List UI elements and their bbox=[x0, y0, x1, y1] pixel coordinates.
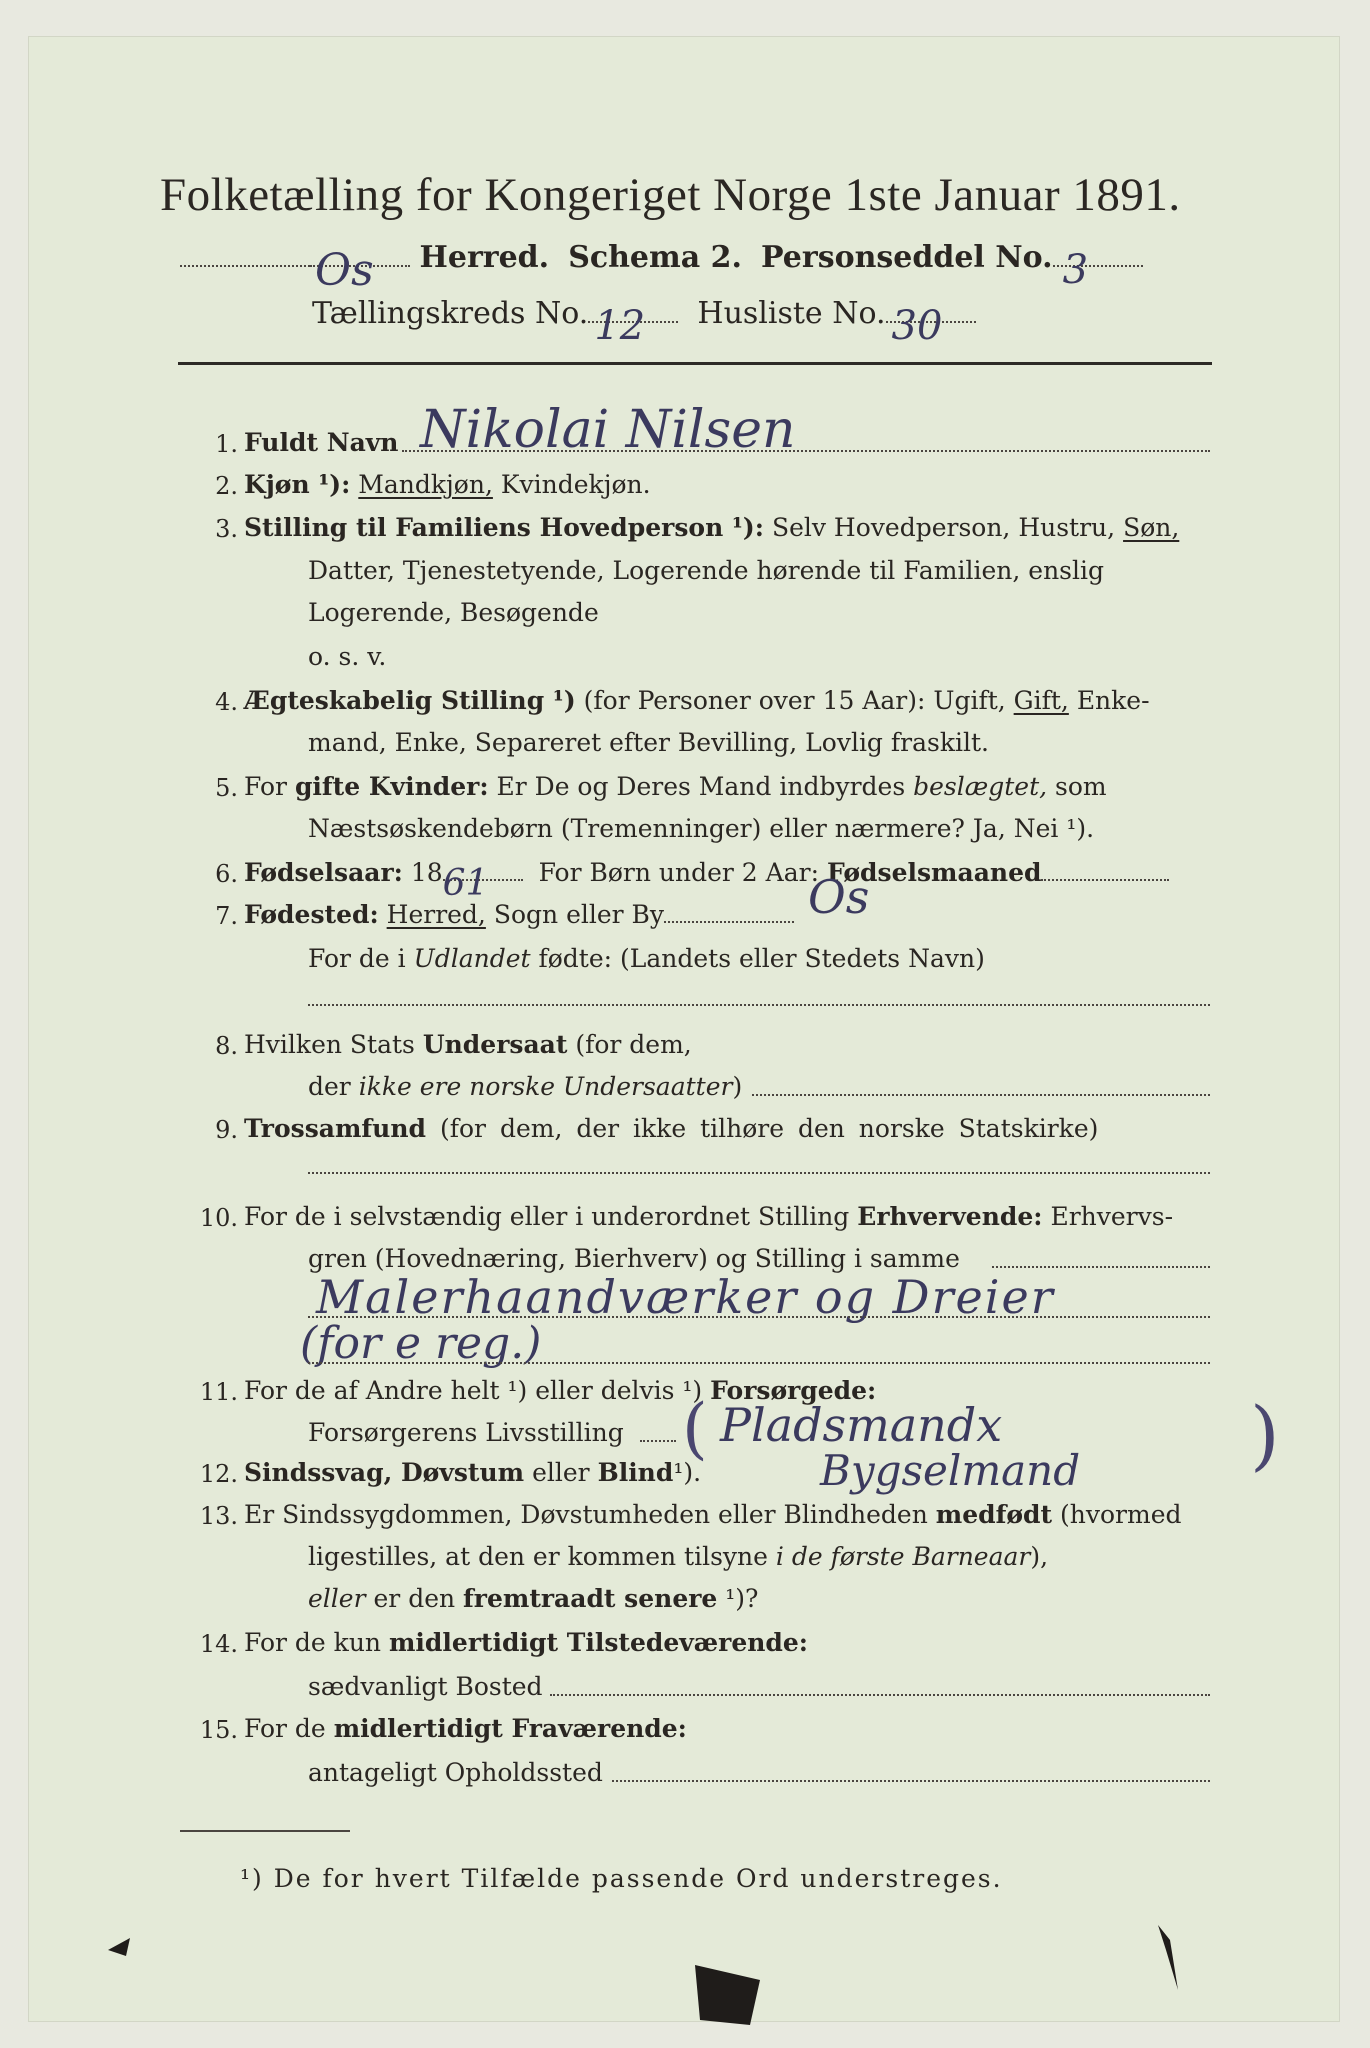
q4-label: Ægteskabelig Stilling ¹) bbox=[244, 686, 576, 715]
q1-answer: Nikolai Nilsen bbox=[420, 400, 796, 460]
q8-pre: Hvilken Stats bbox=[244, 1030, 415, 1059]
q11-label: Forsørgede: bbox=[710, 1376, 877, 1405]
personseddel-label: Personseddel No. bbox=[761, 240, 1053, 275]
q13-line2-rest: ), bbox=[1030, 1542, 1049, 1571]
q8-row bbox=[244, 1030, 692, 1059]
q2-option-kvindekjon: Kvindekjøn. bbox=[500, 470, 651, 499]
corner-mark-right bbox=[1148, 1920, 1198, 2000]
q10-rest: Erhvervs- bbox=[1050, 1202, 1174, 1231]
q8-rest: (for dem, bbox=[575, 1030, 692, 1059]
q3-option-son: Søn, bbox=[1123, 513, 1180, 542]
q5-som: som bbox=[1055, 772, 1107, 801]
corner-mark-left bbox=[100, 1930, 140, 1960]
q12-label2: Blind bbox=[597, 1458, 674, 1487]
q10-answer-line-1 bbox=[992, 1266, 1210, 1268]
q11-line2: Forsørgerens Livsstilling bbox=[308, 1418, 624, 1447]
kreds-field bbox=[588, 303, 678, 349]
q13-line3-rest: ¹)? bbox=[725, 1584, 759, 1613]
personseddel-field bbox=[1053, 247, 1143, 293]
q14-answer-line bbox=[550, 1694, 1210, 1696]
q12-rest: ¹). bbox=[673, 1458, 702, 1487]
q4-option-gift: Gift, bbox=[1013, 686, 1069, 715]
q1-row bbox=[244, 428, 398, 457]
q6-answer: 61 bbox=[442, 863, 489, 904]
q10-answer-line-3 bbox=[308, 1362, 1210, 1364]
q7-line2-pre: For de i bbox=[308, 944, 406, 973]
q3-line3: Logerende, Besøgende bbox=[308, 598, 599, 627]
q13-line2-pre: ligestilles, at den er kommen tilsyne bbox=[308, 1542, 768, 1571]
item-number-8: 8. bbox=[215, 1032, 238, 1060]
q6-answer-field bbox=[442, 863, 523, 904]
q7-line2-rest: fødte: (Landets eller Stedets Navn) bbox=[538, 944, 985, 973]
q2-label: Kjøn ¹): bbox=[244, 470, 351, 499]
q13-line3-italic: eller bbox=[308, 1584, 366, 1613]
q11-pre: For de af Andre helt ¹) eller delvis ¹) bbox=[244, 1376, 703, 1405]
header-row-kreds bbox=[312, 296, 976, 349]
q10-row bbox=[244, 1202, 1173, 1231]
q10-label: Erhvervende: bbox=[857, 1202, 1043, 1231]
q8-line2-close: ) bbox=[732, 1072, 743, 1101]
q13-line3-mid: er den bbox=[373, 1584, 456, 1613]
q12-label: Sindssvag, Døvstum bbox=[244, 1458, 525, 1487]
q12-answer: Bygselmand bbox=[820, 1446, 1081, 1495]
herred-answer: Os bbox=[315, 245, 374, 296]
q11-open-bracket: ( bbox=[682, 1390, 708, 1467]
q10-answer-1: Malerhaandværker og Dreier bbox=[316, 1270, 1055, 1324]
q15-line2: antageligt Opholdssted bbox=[308, 1758, 603, 1787]
personseddel-answer: 3 bbox=[1062, 247, 1089, 293]
q10-pre: For de i selvstændig eller i underordnet Stilling bbox=[244, 1202, 850, 1231]
q5-pre: For bbox=[244, 772, 287, 801]
q3-label: Stilling til Familiens Hovedperson ¹): bbox=[244, 513, 764, 542]
q8-line2-italic: ikke ere norske Undersaatter bbox=[358, 1072, 733, 1101]
q5-italic: beslægtet, bbox=[913, 772, 1048, 801]
q7-answer: Os bbox=[808, 870, 870, 924]
herred-field bbox=[180, 245, 374, 296]
husliste-field bbox=[886, 303, 976, 349]
q10-answer-2: (for e reg.) bbox=[300, 1318, 542, 1369]
header-row-herred bbox=[180, 240, 1143, 296]
item-number-10: 10. bbox=[199, 1204, 238, 1232]
husliste-answer: 30 bbox=[891, 303, 943, 349]
schema-label: Schema 2. bbox=[568, 240, 742, 275]
footnote-rule bbox=[180, 1830, 350, 1832]
q4-option-enke: Enke- bbox=[1076, 686, 1150, 715]
q13-line2 bbox=[308, 1542, 1048, 1571]
q7-abroad-line bbox=[308, 1004, 1210, 1006]
q3-line4: o. s. v. bbox=[308, 642, 387, 671]
q15-pre: For de bbox=[244, 1714, 326, 1743]
q13-line3-bold: fremtraadt senere bbox=[463, 1584, 718, 1613]
q5-line1-rest: Er De og Deres Mand indbyrdes bbox=[496, 772, 906, 801]
q7-option-herred: Herred, bbox=[386, 900, 486, 929]
q5-row bbox=[244, 772, 1107, 801]
q12-row bbox=[244, 1458, 701, 1487]
q2-option-mandkjon: Mandkjøn, bbox=[358, 470, 493, 499]
item-number-9: 9. bbox=[215, 1116, 238, 1144]
item-number-1: 1. bbox=[215, 430, 238, 458]
q13-line1-pre: Er Sindssygdommen, Døvstumheden eller Blindheden bbox=[244, 1500, 928, 1529]
item-number-14: 14. bbox=[199, 1630, 238, 1658]
item-number-2: 2. bbox=[215, 472, 238, 500]
husliste-label: Husliste No. bbox=[697, 296, 886, 331]
q4-line2: mand, Enke, Separeret efter Bevilling, Lovlig fraskilt. bbox=[308, 728, 989, 757]
q6-label: Fødselsaar: bbox=[244, 858, 403, 887]
q15-row bbox=[244, 1714, 687, 1743]
item-number-15: 15. bbox=[199, 1716, 238, 1744]
item-number-7: 7. bbox=[215, 902, 238, 930]
q7-line2 bbox=[308, 944, 985, 973]
q8-line2-pre: der bbox=[308, 1072, 351, 1101]
q5-label: gifte Kvinder: bbox=[294, 772, 489, 801]
q3-line2: Datter, Tjenestetyende, Logerende hørende til Familien, enslig bbox=[308, 556, 1105, 585]
q1-label: Fuldt Navn bbox=[244, 428, 399, 457]
q7-rest: Sogn eller By bbox=[493, 900, 665, 929]
q14-label: midlertidigt Tilstedeværende: bbox=[388, 1628, 809, 1657]
q8-answer-line bbox=[752, 1094, 1210, 1096]
q6-prefix: 18 bbox=[410, 858, 443, 887]
kreds-label: Tællingskreds No. bbox=[312, 296, 589, 331]
q11-answer-line bbox=[640, 1440, 676, 1442]
q3-line1-rest: Selv Hovedperson, Hustru, bbox=[771, 513, 1116, 542]
item-number-11: 11. bbox=[199, 1378, 238, 1406]
q2-row bbox=[244, 470, 651, 499]
q4-line1-rest: (for Personer over 15 Aar): Ugift, bbox=[583, 686, 1006, 715]
q11-close-bracket: ) bbox=[1250, 1390, 1280, 1479]
q8-label: Undersaat bbox=[422, 1030, 568, 1059]
q5-line2: Næstsøskendebørn (Tremenninger) eller nærmere? Ja, Nei ¹). bbox=[308, 814, 1095, 843]
q11-answer: Pladsmandx bbox=[720, 1398, 1003, 1452]
kreds-answer: 12 bbox=[594, 303, 646, 349]
q3-row bbox=[244, 513, 1179, 542]
q13-row bbox=[244, 1500, 1182, 1529]
q13-line3 bbox=[308, 1584, 758, 1613]
q9-answer-line bbox=[308, 1172, 1210, 1174]
item-number-3: 3. bbox=[215, 515, 238, 543]
item-number-13: 13. bbox=[199, 1502, 238, 1530]
q9-label: Trossamfund bbox=[244, 1114, 427, 1143]
q7-line2-italic: Udlandet bbox=[413, 944, 531, 973]
paper-tear-mark bbox=[690, 1960, 780, 2030]
q13-line1-rest: (hvormed bbox=[1060, 1500, 1182, 1529]
q14-row bbox=[244, 1628, 808, 1657]
q9-row bbox=[244, 1114, 1098, 1143]
item-number-12: 12. bbox=[199, 1460, 238, 1488]
q13-label: medfødt bbox=[935, 1500, 1053, 1529]
q14-line2: sædvanligt Bosted bbox=[308, 1672, 543, 1701]
header-rule bbox=[178, 362, 1212, 365]
q15-label: midlertidigt Fraværende: bbox=[333, 1714, 687, 1743]
herred-label: Herred. bbox=[419, 240, 550, 275]
footnote: ¹) De for hvert Tilfælde passende Ord understreges. bbox=[240, 1864, 1003, 1893]
q6-mid: For Børn under 2 Aar: bbox=[538, 858, 819, 887]
q9-rest: (for dem, der ikke tilhøre den norske Statskirke) bbox=[439, 1114, 1099, 1143]
q8-line2 bbox=[308, 1072, 742, 1101]
q7-row bbox=[244, 900, 794, 929]
q12-mid: eller bbox=[532, 1458, 590, 1487]
item-number-5: 5. bbox=[215, 774, 238, 802]
q10-line2: gren (Hovednæring, Bierhverv) og Stilling i samme bbox=[308, 1244, 960, 1273]
q7-label: Fødested: bbox=[244, 900, 379, 929]
item-number-6: 6. bbox=[215, 860, 238, 888]
q14-pre: For de kun bbox=[244, 1628, 382, 1657]
item-number-4: 4. bbox=[215, 688, 238, 716]
q6-label2: Fødselsmaaned bbox=[826, 858, 1042, 887]
q4-row bbox=[244, 686, 1150, 715]
q15-answer-line bbox=[612, 1780, 1210, 1782]
q13-line2-italic: i de første Barneaar bbox=[775, 1542, 1031, 1571]
form-title: Folketælling for Kongeriget Norge 1ste Januar 1891. bbox=[160, 169, 1181, 221]
